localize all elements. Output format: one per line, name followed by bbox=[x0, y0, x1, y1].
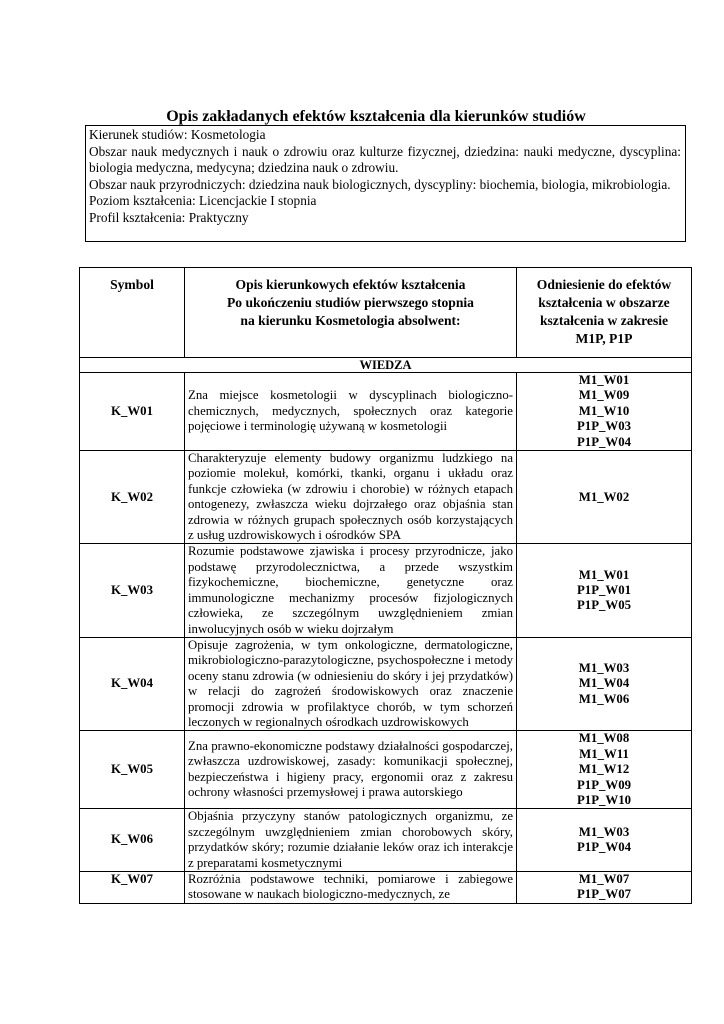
row-description: Charakteryzuje elementy budowy organizmu ludzkiego na poziomie molekuł, komórki, tkanki, organu i układu oraz funkcje człowieka (w zdrowiu i chorobie) w różnych etapach ontogenezy, zwłaszcza wieku dojrzałego oraz objaśnia stan zdrowia w różnych grupach społecznych osób korzystających z usług uzdrowiskowych i ośrodków SPA bbox=[185, 451, 517, 544]
row-symbol: K_W04 bbox=[80, 637, 185, 730]
table-header-row bbox=[80, 268, 692, 358]
row-references: M1_W03 M1_W04 M1_W06 bbox=[517, 637, 692, 730]
row-description: Rozróżnia podstawowe techniki, pomiarowe i zabiegowe stosowane w naukach biologiczno-medycznych, ze bbox=[185, 872, 517, 904]
row-references: M1_W02 bbox=[517, 451, 692, 544]
info-line-profile: Profil kształcenia: Praktyczny bbox=[89, 209, 249, 225]
table-row bbox=[80, 809, 692, 872]
row-symbol: K_W07 bbox=[80, 872, 185, 904]
header-references: Odniesienie do efektów kształcenia w obszarze kształcenia w zakresie M1P, P1P bbox=[517, 268, 692, 358]
program-info-box bbox=[85, 125, 686, 242]
row-symbol: K_W06 bbox=[80, 809, 185, 872]
row-description: Objaśnia przyczyny stanów patologicznych organizmu, ze szczególnym uwzględnieniem zmian chorobowych skóry, przydatków skóry; rozumie działanie leków oraz ich interakcje z preparatami kosmetycznymi bbox=[185, 809, 517, 872]
row-symbol: K_W03 bbox=[80, 544, 185, 637]
row-symbol: K_W05 bbox=[80, 731, 185, 809]
row-symbol: K_W02 bbox=[80, 451, 185, 544]
header-symbol: Symbol bbox=[80, 268, 185, 358]
row-references: M1_W01 M1_W09 M1_W10 P1P_W03 P1P_W04 bbox=[517, 373, 692, 451]
info-line-natural-area: Obszar nauk przyrodniczych: dziedzina nauk biologicznych, dyscypliny: biochemia, biologia, mikrobiologia. bbox=[89, 176, 671, 192]
row-description: Zna prawno-ekonomiczne podstawy działalności gospodarczej, zwłaszcza uzdrowiskowej, zasady: komunikacji społecznej, bezpieczeństwa i higieny pracy, ergonomii oraz z zakresu ochrony własności przemysłowej i prawa autorskiego bbox=[185, 731, 517, 809]
table-row bbox=[80, 731, 692, 809]
table-row bbox=[80, 544, 692, 637]
row-description: Rozumie podstawowe zjawiska i procesy przyrodnicze, jako podstawę przyrodolecznictwa, a przede wszystkim fizykochemiczne, biochemiczne, genetyczne oraz immunologiczne mechanizmy procesów fizjologicznych człowieka, ze szczególnym uwzględnieniem zmian inwolucyjnych osób w wieku dojrzałym bbox=[185, 544, 517, 637]
row-references: M1_W08 M1_W11 M1_W12 P1P_W09 P1P_W10 bbox=[517, 731, 692, 809]
row-references: M1_W01 P1P_W01 P1P_W05 bbox=[517, 544, 692, 637]
section-row-wiedza: WIEDZA bbox=[80, 358, 692, 373]
table-row bbox=[80, 373, 692, 451]
table-row bbox=[80, 872, 692, 904]
table-row bbox=[80, 637, 692, 730]
row-symbol: K_W01 bbox=[80, 373, 185, 451]
info-line-field-of-study: Kierunek studiów: Kosmetologia bbox=[89, 127, 266, 142]
row-references: M1_W07 P1P_W07 bbox=[517, 872, 692, 904]
header-description: Opis kierunkowych efektów kształcenia Po ukończeniu studiów pierwszego stopnia na kierunku Kosmetologia absolwent: bbox=[185, 268, 517, 358]
learning-outcomes-table bbox=[79, 267, 692, 904]
row-references: M1_W03 P1P_W04 bbox=[517, 809, 692, 872]
row-description: Opisuje zagrożenia, w tym onkologiczne, dermatologiczne, mikrobiologiczno-parazytologiczne, psychospołeczne i metody oceny stanu zdrowia (w odniesieniu do skóry i jej przydatków) w relacji do zagrożeń środowiskowych oraz znaczenie promocji zdrowia w profilaktyce chorób, w tym schorzeń leczonych w regionalnych ośrodkach uzdrowiskowych bbox=[185, 637, 517, 730]
info-line-medical-area: Obszar nauk medycznych i nauk o zdrowiu oraz kulturze fizycznej, dziedzina: nauki medyczne, dyscyplina: biologia medyczna, medycyna; dziedzina nauk o zdrowiu. bbox=[89, 143, 681, 176]
page-title: Opis zakładanych efektów kształcenia dla kierunków studiów bbox=[166, 108, 586, 125]
table-row bbox=[80, 451, 692, 544]
row-description: Zna miejsce kosmetologii w dyscyplinach biologiczno-chemicznych, medycznych, społecznych oraz kategorie pojęciowe i terminologię używaną w kosmetologii bbox=[185, 373, 517, 451]
info-line-level: Poziom kształcenia: Licencjackie I stopnia bbox=[89, 193, 317, 209]
